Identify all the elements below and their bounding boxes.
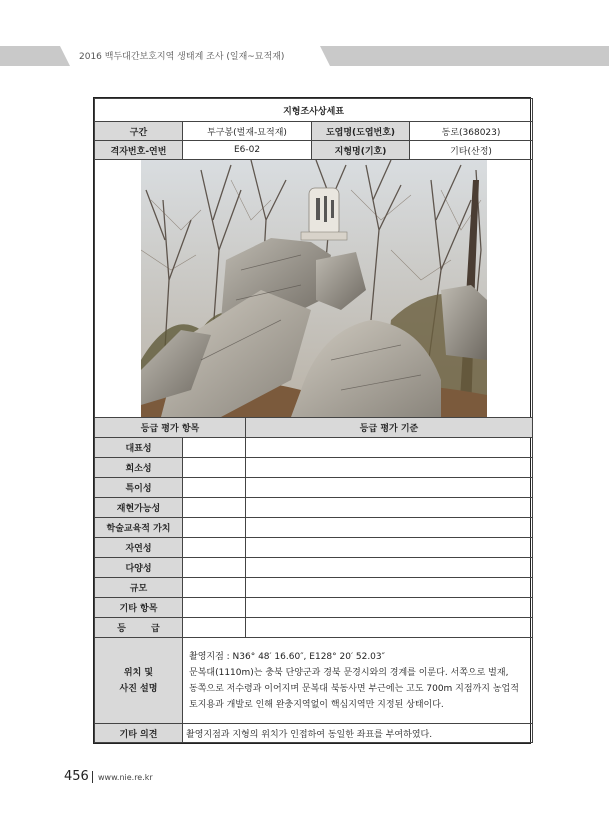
grade-value bbox=[183, 438, 246, 458]
other-opinion-label: 기타 의견 bbox=[95, 724, 183, 743]
running-title: 2016 백두대간보호지역 생태계 조사 (일재~묘적재) bbox=[79, 52, 285, 62]
grade-value bbox=[183, 618, 246, 638]
grade-value bbox=[183, 498, 246, 518]
terrain-survey-form bbox=[93, 97, 531, 744]
grade-item-representativeness: 대표성 bbox=[95, 438, 183, 458]
location-label-line1: 위치 및 bbox=[123, 667, 154, 678]
page-number: 456 bbox=[64, 769, 89, 784]
grade-criteria bbox=[246, 578, 533, 598]
grade-item-other: 기타 항목 bbox=[95, 598, 183, 618]
map-sheet-value: 동로(368023) bbox=[410, 122, 533, 141]
form-table bbox=[94, 98, 533, 743]
grid-number-label: 격자번호-연번 bbox=[95, 141, 183, 160]
grade-items-header: 등급 평가 항목 bbox=[95, 418, 246, 438]
location-desc-line: 문복대(1110m)는 충북 단양군과 경북 문경시와의 경계를 이룬다. 서쪽으로 벌재, bbox=[189, 667, 509, 678]
grid-number-value: E6-02 bbox=[183, 141, 312, 160]
grade-value bbox=[183, 478, 246, 498]
footer-divider bbox=[92, 771, 93, 783]
grade-item-naturalness: 자연성 bbox=[95, 538, 183, 558]
grade-value bbox=[183, 558, 246, 578]
grade-criteria bbox=[246, 618, 533, 638]
grade-value bbox=[183, 458, 246, 478]
grade-criteria bbox=[246, 458, 533, 478]
grade-value bbox=[183, 598, 246, 618]
header-tab-accent bbox=[0, 46, 70, 66]
grade-criteria bbox=[246, 438, 533, 458]
grade-criteria-header: 등급 평가 기준 bbox=[246, 418, 533, 438]
location-desc-line: 토지용과 개발로 인해 완충지역없이 핵심지역만 지정된 상태이다. bbox=[189, 699, 444, 710]
grade-value bbox=[183, 538, 246, 558]
location-coordinates: 촬영지점 : N36° 48′ 16.60″, E128° 20′ 52.03″ bbox=[189, 651, 385, 662]
section-value: 투구봉(벌재-묘적재) bbox=[183, 122, 312, 141]
grade-value bbox=[183, 578, 246, 598]
landform-label: 지형명(기호) bbox=[312, 141, 410, 160]
landform-value: 기타(산정) bbox=[410, 141, 533, 160]
grade-criteria bbox=[246, 498, 533, 518]
grade-criteria bbox=[246, 518, 533, 538]
grade-criteria bbox=[246, 558, 533, 578]
summit-rock-photo bbox=[141, 160, 487, 417]
grade-item-grade: 등 급 bbox=[95, 618, 183, 638]
grade-value bbox=[183, 518, 246, 538]
grade-item-rarity: 희소성 bbox=[95, 458, 183, 478]
grade-criteria bbox=[246, 538, 533, 558]
location-label bbox=[95, 638, 183, 724]
location-label-line2: 사진 설명 bbox=[119, 683, 158, 694]
grade-item-reproducibility: 재현가능성 bbox=[95, 498, 183, 518]
other-opinion-value: 촬영지점과 지형의 위치가 인접하여 동일한 좌표를 부여하였다. bbox=[183, 724, 533, 743]
footer-url: www.nie.re.kr bbox=[98, 773, 153, 782]
form-title: 지형조사상세표 bbox=[95, 99, 533, 122]
grade-item-academic-value: 학술교육적 가치 bbox=[95, 518, 183, 538]
section-label: 구간 bbox=[95, 122, 183, 141]
location-description bbox=[183, 638, 533, 724]
grade-item-scale: 규모 bbox=[95, 578, 183, 598]
grade-item-uniqueness: 특이성 bbox=[95, 478, 183, 498]
grade-item-diversity: 다양성 bbox=[95, 558, 183, 578]
location-desc-line: 동쪽으로 저수령과 이어지며 문복대 북동사면 부근에는 고도 700m 지점까지 농업적 bbox=[189, 683, 519, 694]
grade-criteria bbox=[246, 598, 533, 618]
grade-criteria bbox=[246, 478, 533, 498]
photo-cell bbox=[95, 160, 533, 418]
map-sheet-label: 도엽명(도엽번호) bbox=[312, 122, 410, 141]
